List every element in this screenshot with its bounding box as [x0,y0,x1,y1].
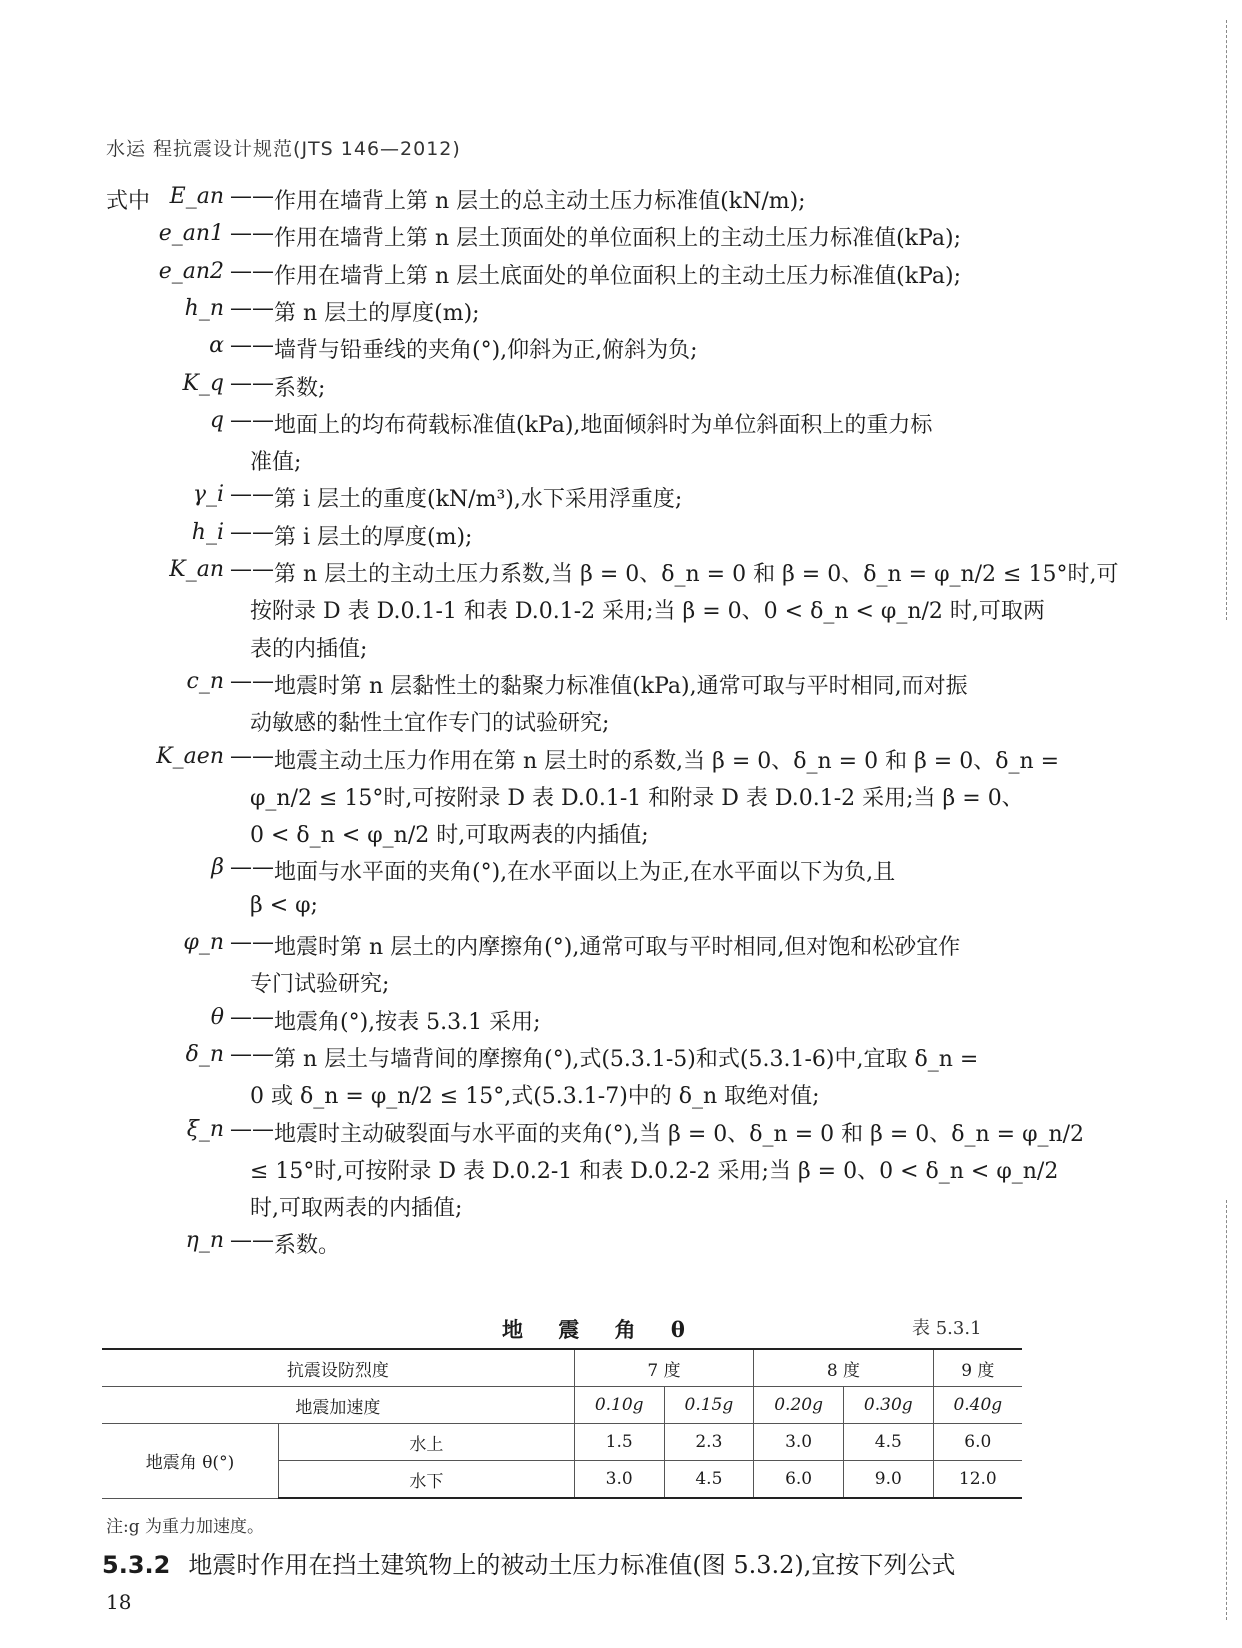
table-cell: 4.5 [843,1424,933,1461]
definition-text: 第 n 层土的主动土压力系数,当 β = 0、δ_n = 0 和 β = 0、δ_n = φ_n/2 ≤ 15°时,可 [274,562,1119,587]
scan-edge-mark [1226,1200,1228,1620]
definition-text: 系数; [274,375,326,401]
table-cell: 0.30g [843,1387,933,1424]
table-cell: 8 度 [754,1349,933,1387]
definition-text: 地震角(°),按表 5.3.1 采用; [274,1009,541,1035]
section-heading [102,1545,955,1580]
definition-dash: —— [230,668,274,694]
definition-text: 第 n 层土的厚度(m); [274,300,480,326]
table-cell: 3.0 [754,1424,844,1461]
table-cell: 抗震设防烈度 [102,1349,574,1387]
definition-symbol: K_an [169,557,224,582]
definition-continuation: 时,可取两表的内插值; [250,1196,463,1222]
definition-continuation: ≤ 15°时,可按附录 D 表 D.0.2-1 和表 D.0.2-2 采用;当 β = 0、0 < δ_n < φ_n/2 [250,1158,1059,1184]
definition-symbol: c_n [186,668,224,694]
definition-dash: —— [230,855,274,881]
definition-dash: —— [230,1041,274,1067]
definition-continuation: 0 或 δ_n = φ_n/2 ≤ 15°,式(5.3.1-7)中的 δ_n 取绝对值; [250,1084,820,1110]
table-cell: 水上 [279,1424,575,1461]
definition-continuation: φ_n/2 ≤ 15°时,可按附录 D 表 D.0.1-1 和附录 D 表 D.0.1-2 采用;当 β = 0、 [250,785,1024,811]
table-note: 注:g 为重力加速度。 [106,1517,265,1537]
definition-continuation: 表的内插值; [250,636,368,662]
definition-symbol: α [209,333,224,359]
definition-text: 第 n 层土与墙背间的摩擦角(°),式(5.3.1-5)和式(5.3.1-6)中,宜取 δ_n = [274,1046,979,1072]
table-number: 表 5.3.1 [912,1318,982,1339]
table-cell: 0.10g [574,1387,664,1424]
table-cell: 水下 [279,1461,575,1499]
definition-symbol: K_q [182,370,224,396]
definition-dash: —— [230,557,274,582]
definition-dash: —— [230,1004,274,1030]
definition-text: 墙背与铅垂线的夹角(°),仰斜为正,俯斜为负; [274,338,698,364]
table-cell: 0.20g [754,1387,844,1424]
definition-dash: —— [230,482,274,508]
definition-continuation: 专门试验研究; [250,972,390,998]
table-cell: 地震加速度 [102,1387,574,1424]
table-cell: 1.5 [574,1424,664,1461]
definition-symbol: θ [210,1004,224,1030]
definition-dash: —— [230,930,274,955]
definition-text: 地震主动土压力作用在第 n 层土时的系数,当 β = 0、δ_n = 0 和 β = 0、δ_n = [274,748,1060,774]
definition-dash: —— [230,184,274,209]
definition-dash: —— [230,407,274,433]
table-cell: 7 度 [574,1349,753,1387]
page-number: 18 [106,1590,132,1614]
table-cell: 6.0 [933,1424,1022,1461]
table-cell: 4.5 [664,1461,754,1499]
table-row [102,1424,1022,1461]
table-cell: 0.40g [933,1387,1022,1424]
table-cell: 9 度 [933,1349,1022,1387]
section-text: 地震时作用在挡土建筑物上的被动土压力标准值(图 5.3.2),宜按下列公式 [188,1551,956,1579]
definition-dash: —— [230,333,274,359]
definition-dash: —— [230,743,274,769]
scan-edge-mark [1226,20,1228,620]
definition-symbol: β [211,855,224,881]
definition-dash: —— [230,221,274,247]
definition-symbol: φ_n [183,930,224,955]
definition-text: 作用在墙背上第 n 层土的总主动土压力标准值(kN/m); [274,189,806,214]
definition-continuation: β < φ; [250,892,318,918]
seismic-angle-table [102,1348,1022,1499]
definition-text: 作用在墙背上第 n 层土底面处的单位面积上的主动土压力标准值(kPa); [274,263,961,289]
definition-symbol: δ_n [185,1041,224,1067]
running-header: 水运 程抗震设计规范(JTS 146—2012) [106,138,461,160]
definition-text: 第 i 层土的厚度(m); [274,524,473,550]
definition-continuation: 0 < δ_n < φ_n/2 时,可取两表的内插值; [250,823,649,849]
definition-dash: —— [230,370,274,396]
definition-text: 地面与水平面的夹角(°),在水平面以上为正,在水平面以下为负,且 [274,860,896,886]
definition-continuation: 准值; [250,450,302,476]
table-cell: 12.0 [933,1461,1022,1499]
definition-symbol: e_an1 [158,221,224,247]
table-row [102,1387,1022,1424]
definition-symbol: γ_i [192,482,224,508]
table-cell: 地震角 θ(°) [102,1424,279,1499]
definition-symbol: η_n [185,1228,224,1254]
definition-text: 地震时主动破裂面与水平面的夹角(°),当 β = 0、δ_n = 0 和 β = 0、δ_n = φ_n/2 [274,1121,1085,1147]
definition-text: 地面上的均布荷载标准值(kPa),地面倾斜时为单位斜面积上的重力标 [274,412,933,438]
definition-continuation: 按附录 D 表 D.0.1-1 和表 D.0.1-2 采用;当 β = 0、0 < δ_n < φ_n/2 时,可取两 [250,599,1045,625]
section-number: 5.3.2 [102,1551,171,1579]
definition-symbol: K_aen [156,743,224,769]
table-title: 地 震 角 θ [502,1317,699,1342]
definition-dash: —— [230,295,274,321]
definition-symbol: h_i [191,519,224,545]
table-cell: 0.15g [664,1387,754,1424]
definition-text: 系数。 [274,1233,341,1259]
definition-symbol: E_an [169,184,224,209]
definition-symbol: q [209,407,224,433]
definition-symbol: e_an2 [158,258,224,284]
definition-symbol: h_n [184,295,224,321]
definition-text: 作用在墙背上第 n 层土顶面处的单位面积上的主动土压力标准值(kPa); [274,226,961,252]
definition-symbol: ξ_n [186,1116,224,1142]
definition-continuation: 动敏感的黏性土宜作专门的试验研究; [250,711,610,737]
table-cell: 3.0 [574,1461,664,1499]
definition-dash: —— [230,519,274,545]
definition-dash: —— [230,1116,274,1142]
definition-dash: —— [230,1228,274,1254]
table-cell: 2.3 [664,1424,754,1461]
table-cell: 6.0 [754,1461,844,1499]
definition-text: 地震时第 n 层黏性土的黏聚力标准值(kPa),通常可取与平时相同,而对振 [274,673,968,699]
table-cell: 9.0 [843,1461,933,1499]
definition-dash: —— [230,258,274,284]
table-row [102,1349,1022,1387]
definition-text: 地震时第 n 层土的内摩擦角(°),通常可取与平时相同,但对饱和松砂宜作 [274,935,961,960]
definition-text: 第 i 层土的重度(kN/m³),水下采用浮重度; [274,487,683,513]
where-label: 式中 [106,189,151,214]
